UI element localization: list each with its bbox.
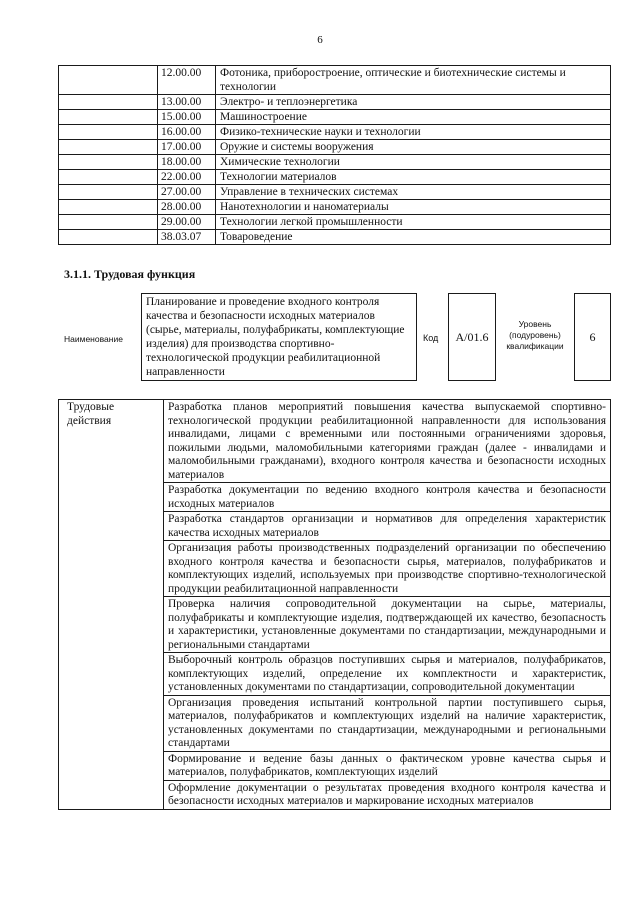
level-label-line-1: Уровень xyxy=(518,319,552,329)
codes-table-row xyxy=(59,230,611,245)
specialty-name: Машиностроение xyxy=(216,110,611,125)
specialty-name: Нанотехнологии и наноматериалы xyxy=(216,200,611,215)
codes-empty-cell xyxy=(59,95,158,110)
labour-action-text: Формирование и ведение базы данных о фактическом уровне качества сырья и материалов, полуфабрикатов, комплектующих изделий xyxy=(164,751,611,780)
specialty-name: Физико-технические науки и технологии xyxy=(216,125,611,140)
labour-action-text: Организация проведения испытаний контрольной партии поступившего сырья, материалов, полуфабрикатов и комплектующих изделий на наличие характеристик, установленных документами по стандартизации, международными и региональными стандартами xyxy=(164,695,611,751)
name-label: Наименование xyxy=(64,334,123,344)
codes-empty-cell xyxy=(59,140,158,155)
labour-actions-table xyxy=(58,399,611,810)
codes-table-row xyxy=(59,155,611,170)
codes-table-row xyxy=(59,140,611,155)
specialty-name: Электро- и теплоэнергетика xyxy=(216,95,611,110)
codes-empty-cell xyxy=(59,230,158,245)
specialty-name: Химические технологии xyxy=(216,155,611,170)
specialty-code: 15.00.00 xyxy=(158,110,216,125)
function-code-box xyxy=(448,293,496,381)
function-name-box: Планирование и проведение входного контроля качества и безопасности исходных материалов (сырье, материалы, полуфабрикаты, комплектующие изделия) для производства спортивно-технологической продукции реабилитационной направленности xyxy=(141,293,417,381)
labour-actions-label-line-2: действия xyxy=(67,414,112,427)
specialty-code: 38.03.07 xyxy=(158,230,216,245)
specialty-code: 27.00.00 xyxy=(158,185,216,200)
codes-table-row xyxy=(59,185,611,200)
codes-table-row xyxy=(59,125,611,140)
codes-table-row xyxy=(59,66,611,95)
qualification-level-value: 6 xyxy=(589,329,596,344)
codes-empty-cell xyxy=(59,215,158,230)
codes-empty-cell xyxy=(59,110,158,125)
level-label-line-3: квалификации xyxy=(506,341,564,351)
qualification-level-label xyxy=(500,319,570,352)
specialty-code: 28.00.00 xyxy=(158,200,216,215)
codes-empty-cell xyxy=(59,66,158,95)
codes-empty-cell xyxy=(59,170,158,185)
level-label-line-2: (подуровень) xyxy=(509,330,561,340)
specialty-name: Фотоника, приборостроение, оптические и биотехнические системы и технологии xyxy=(216,66,611,95)
labour-action-text: Разработка документации по ведению входного контроля качества и безопасности исходных материалов xyxy=(164,483,611,512)
labour-action-text: Разработка стандартов организации и нормативов для определения характеристик качества исходных материалов xyxy=(164,512,611,541)
labour-action-text: Выборочный контроль образцов поступивших сырья и материалов, полуфабрикатов, комплектующих изделий, определение их комплектности и характеристик, установленных документами по стандартизации, сопроводительной документации xyxy=(164,653,611,696)
labour-actions-label xyxy=(59,400,164,810)
specialty-name: Оружие и системы вооружения xyxy=(216,140,611,155)
labour-action-row xyxy=(59,400,611,483)
labour-action-text: Проверка наличия сопроводительной документации на сырье, материалы, полуфабрикаты и комплектующие изделия, подтверждающей их качество, безопасность и характеристики, установленные документами по стандартизации, международными и региональными стандартами xyxy=(164,597,611,653)
specialty-code: 18.00.00 xyxy=(158,155,216,170)
page-number: 6 xyxy=(317,34,323,46)
code-label: Код xyxy=(423,333,439,343)
function-code-value: А/01.6 xyxy=(455,329,489,344)
labour-action-text: Оформление документации о результатах проведения входного контроля качества и безопасности исходных материалов и маркирование исходных материалов xyxy=(164,780,611,809)
specialty-code: 16.00.00 xyxy=(158,125,216,140)
specialty-codes-table xyxy=(58,65,611,245)
specialty-name: Управление в технических системах xyxy=(216,185,611,200)
codes-empty-cell xyxy=(59,185,158,200)
labour-action-text: Организация работы производственных подразделений организации по обеспечению входного контроля качества и безопасности сырья, материалов, полуфабрикатов и комплектующих изделий, используемых при производстве спортивно-технологической продукции реабилитационной направленности xyxy=(164,541,611,597)
specialty-code: 17.00.00 xyxy=(158,140,216,155)
labour-action-text: Разработка планов мероприятий повышения качества выпускаемой спортивно-технологической продукции реабилитационной направленности для использования инвалидами, лицами с временными или постоянными ограничениями здоровья, пожилыми людьми, маломобильными категориями граждан (далее - инвалидами и маломобильными гражданами), входного контроля качества и безопасности исходных материалов xyxy=(164,400,611,483)
codes-empty-cell xyxy=(59,125,158,140)
codes-table-row xyxy=(59,95,611,110)
codes-empty-cell xyxy=(59,155,158,170)
codes-table-row xyxy=(59,215,611,230)
specialty-name: Технологии легкой промышленности xyxy=(216,215,611,230)
specialty-code: 22.00.00 xyxy=(158,170,216,185)
codes-empty-cell xyxy=(59,200,158,215)
labour-actions-label-line-1: Трудовые xyxy=(67,401,115,413)
specialty-code: 29.00.00 xyxy=(158,215,216,230)
specialty-code: 13.00.00 xyxy=(158,95,216,110)
codes-table-row xyxy=(59,110,611,125)
specialty-name: Технологии материалов xyxy=(216,170,611,185)
specialty-name: Товароведение xyxy=(216,230,611,245)
qualification-level-box xyxy=(574,293,611,381)
specialty-code: 12.00.00 xyxy=(158,66,216,95)
codes-table-row xyxy=(59,200,611,215)
section-heading: 3.1.1. Трудовая функция xyxy=(64,267,196,281)
codes-table-row xyxy=(59,170,611,185)
